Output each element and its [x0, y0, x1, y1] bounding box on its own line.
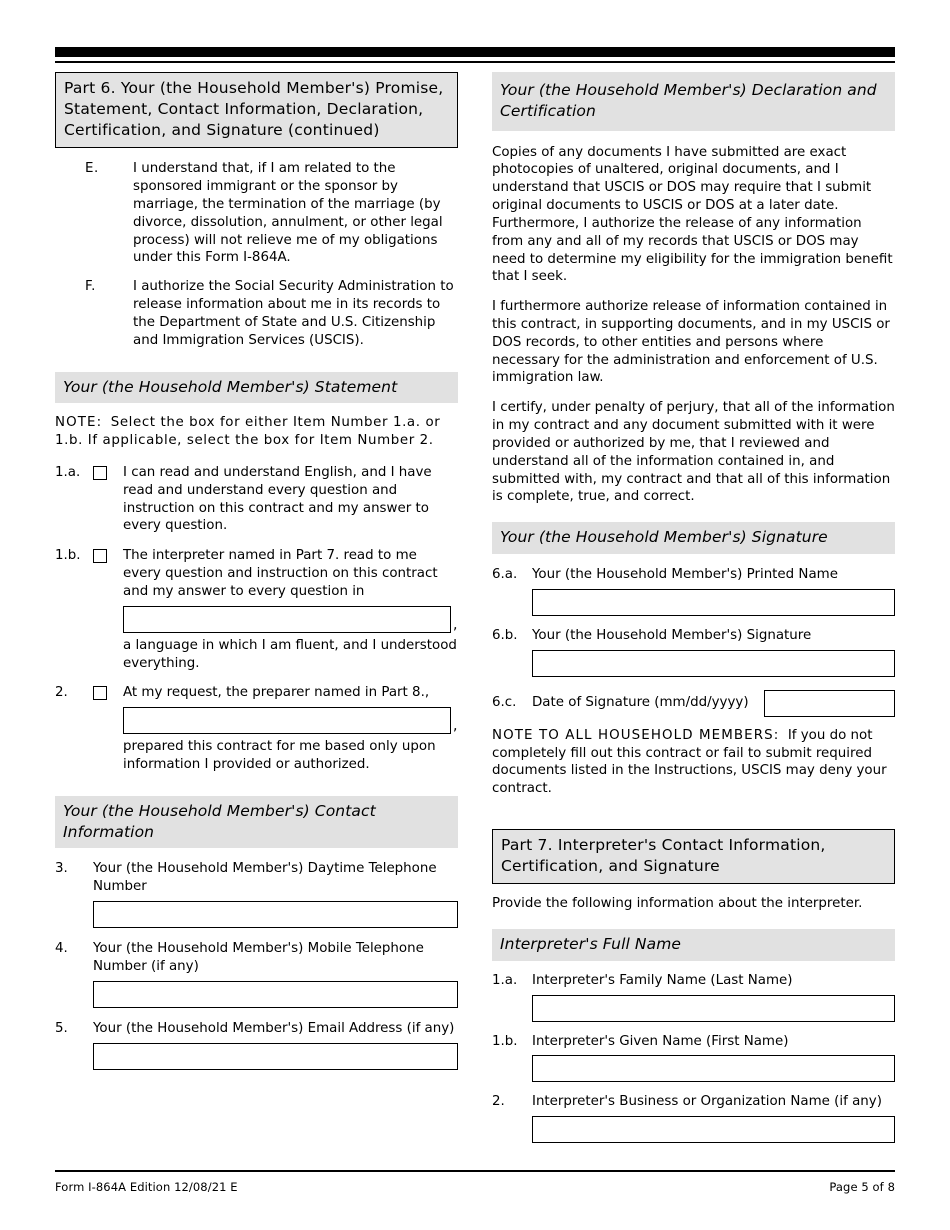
promise-item-f [55, 278, 458, 349]
comma-after-language: , [453, 616, 458, 633]
email-address-input[interactable] [93, 1043, 458, 1070]
signature-field-6b-label: Your (the Household Member's) Signature [532, 627, 812, 643]
contact-field-5 [55, 1020, 458, 1070]
printed-name-input[interactable] [532, 589, 895, 616]
contact-field-3-number: 3. [55, 861, 68, 877]
interpreter-field-2 [492, 1093, 895, 1143]
interpreter-field-1a-label: Interpreter's Family Name (Last Name) [532, 972, 793, 988]
interpreter-field-2-label: Interpreter's Business or Organization Name (if any) [532, 1094, 882, 1110]
statement-note-text: Select the box for either Item Number 1.a. or 1.b. If applicable, select the box for Item Number 2. [55, 415, 441, 449]
contact-field-4-number: 4. [55, 941, 68, 957]
part-6-header: Part 6. Your (the Household Member's) Promise, Statement, Contact Information, Declaration, Certification, and Signature (continued) [55, 72, 458, 148]
declaration-paragraph-3: I certify, under penalty of perjury, that all of the information in my contract and any document submitted with it were provided or authorized by me, that I reviewed and understand all of the information contained in, and submitted with, my contract and that all of this information is complete, true, and correct. [492, 400, 895, 505]
declaration-section-header: Your (the Household Member's) Declaration and Certification [492, 72, 895, 131]
statement-item-1a [55, 464, 458, 535]
promise-item-f-text: I authorize the Social Security Administration to release information about me in its records to the Department of State and U.S. Citizenship and Immigration Services (USCIS). [133, 279, 454, 348]
checkbox-1a[interactable] [93, 466, 107, 480]
interpreter-language-row [123, 606, 458, 633]
signature-field-6b [492, 627, 895, 677]
signature-field-6a-body [532, 566, 895, 616]
household-members-note-text: If you do not completely fill out this contract or fail to submit required documents listed in the Instructions, USCIS may deny your contract. [492, 727, 887, 797]
interpreter-field-1a [492, 972, 895, 1022]
contact-field-4 [55, 940, 458, 1008]
footer-rule [55, 1170, 895, 1172]
daytime-telephone-input[interactable] [93, 901, 458, 928]
signature-field-6a-label: Your (the Household Member's) Printed Name [532, 567, 838, 583]
statement-item-1b-text-after: a language in which I am fluent, and I understood everything. [123, 637, 457, 671]
signature-field-6a [492, 566, 895, 616]
interpreter-business-name-input[interactable] [532, 1116, 895, 1143]
signature-section-header: Your (the Household Member's) Signature [492, 522, 895, 554]
statement-item-2-text-after: prepared this contract for me based only upon information I provided or authorized. [123, 739, 436, 773]
statement-item-1b-text-before: The interpreter named in Part 7. read to me every question and instruction on this contract and my answer to every question in [123, 548, 438, 599]
contact-field-5-number: 5. [55, 1020, 68, 1036]
statement-item-2-number: 2. [55, 685, 68, 701]
interpreter-family-name-input[interactable] [532, 995, 895, 1022]
signature-field-6b-body [532, 627, 895, 677]
interpreter-field-1b [492, 1033, 895, 1083]
comma-after-preparer: , [453, 718, 458, 735]
interpreter-field-1b-body [532, 1033, 895, 1083]
statement-item-1b-number: 1.b. [55, 548, 81, 564]
contact-field-3 [55, 860, 458, 928]
interpreter-field-2-number: 2. [492, 1094, 505, 1110]
signature-input[interactable] [532, 650, 895, 677]
contact-field-4-body [93, 940, 458, 1008]
signature-field-6c-label: Date of Signature (mm/dd/yyyy) [532, 695, 749, 711]
interpreter-given-name-input[interactable] [532, 1055, 895, 1082]
interpreter-field-1a-number: 1.a. [492, 972, 518, 988]
statement-note-label: NOTE: [55, 415, 103, 431]
right-column [492, 72, 895, 1143]
household-members-note-label: NOTE TO ALL HOUSEHOLD MEMBERS: [492, 727, 780, 743]
signature-field-6c-number: 6.c. [492, 695, 517, 711]
contact-field-5-body [93, 1020, 458, 1070]
header-rule-thick [55, 47, 895, 57]
promise-item-e-text: I understand that, if I am related to the sponsored immigrant or the sponsor by marriage, the termination of the marriage (by divorce, dissolution, annulment, or other legal process) will not relieve me of my obligations under this Form I-864A. [133, 161, 443, 266]
statement-section-header: Your (the Household Member's) Statement [55, 372, 458, 404]
statement-item-1b [55, 547, 458, 672]
statement-item-1b-body [107, 547, 458, 672]
declaration-paragraph-2: I furthermore authorize release of information contained in this contract, in supporting documents, and in my USCIS or DOS records, to other entities and persons where necessary for the administration and enforcement of U.S. immigration law. [492, 299, 890, 386]
statement-item-2-body [107, 684, 458, 773]
signature-field-6c [492, 690, 895, 717]
statement-item-1a-number: 1.a. [55, 464, 81, 480]
contact-field-4-label: Your (the Household Member's) Mobile Telephone Number (if any) [93, 941, 424, 974]
contact-field-3-body [93, 860, 458, 928]
statement-item-1a-text: I can read and understand English, and I have read and understand every question and instruction on this contract and my answer to every question. [123, 464, 432, 534]
declaration-paragraph-1: Copies of any documents I have submitted are exact photocopies of unaltered, original documents, and I understand that USCIS or DOS may require that I submit original documents to USCIS or DOS at a later date. Furthermore, I authorize the release of any information from any and all of my records that USCIS or DOS may need to determine my eligibility for the immigration benefit that I seek. [492, 144, 893, 285]
interpreter-language-input[interactable] [123, 606, 451, 633]
mobile-telephone-input[interactable] [93, 981, 458, 1008]
checkbox-1b[interactable] [93, 549, 107, 563]
part-7-intro: Provide the following information about the interpreter. [492, 896, 863, 912]
interpreter-field-1b-label: Interpreter's Given Name (First Name) [532, 1033, 789, 1049]
contact-field-5-label: Your (the Household Member's) Email Address (if any) [93, 1020, 455, 1036]
left-column [55, 72, 458, 1070]
statement-item-2 [55, 684, 458, 773]
signature-field-6a-number: 6.a. [492, 567, 518, 583]
contact-section-header: Your (the Household Member's) Contact Information [55, 796, 458, 849]
interpreter-field-2-body [532, 1093, 895, 1143]
checkbox-2[interactable] [93, 686, 107, 700]
header-rule-thin [55, 61, 895, 63]
promise-item-e [55, 160, 458, 267]
signature-field-6b-number: 6.b. [492, 627, 518, 643]
promise-item-e-letter: E. [85, 161, 99, 177]
footer-page-number: Page 5 of 8 [829, 1180, 895, 1194]
preparer-name-input[interactable] [123, 707, 451, 734]
interpreter-name-section-header: Interpreter's Full Name [492, 929, 895, 961]
part-7-header: Part 7. Interpreter's Contact Information, Certification, and Signature [492, 829, 895, 884]
promise-item-f-letter: F. [85, 279, 97, 295]
interpreter-field-1b-number: 1.b. [492, 1033, 518, 1049]
preparer-name-row [123, 707, 458, 734]
statement-item-2-text-before: At my request, the preparer named in Part 8., [123, 685, 430, 701]
date-of-signature-input[interactable] [764, 690, 895, 717]
interpreter-field-1a-body [532, 972, 895, 1022]
household-members-note [492, 727, 895, 798]
footer-form-info: Form I-864A Edition 12/08/21 E [55, 1180, 238, 1194]
statement-note [55, 414, 458, 450]
contact-field-3-label: Your (the Household Member's) Daytime Telephone Number [93, 861, 437, 895]
